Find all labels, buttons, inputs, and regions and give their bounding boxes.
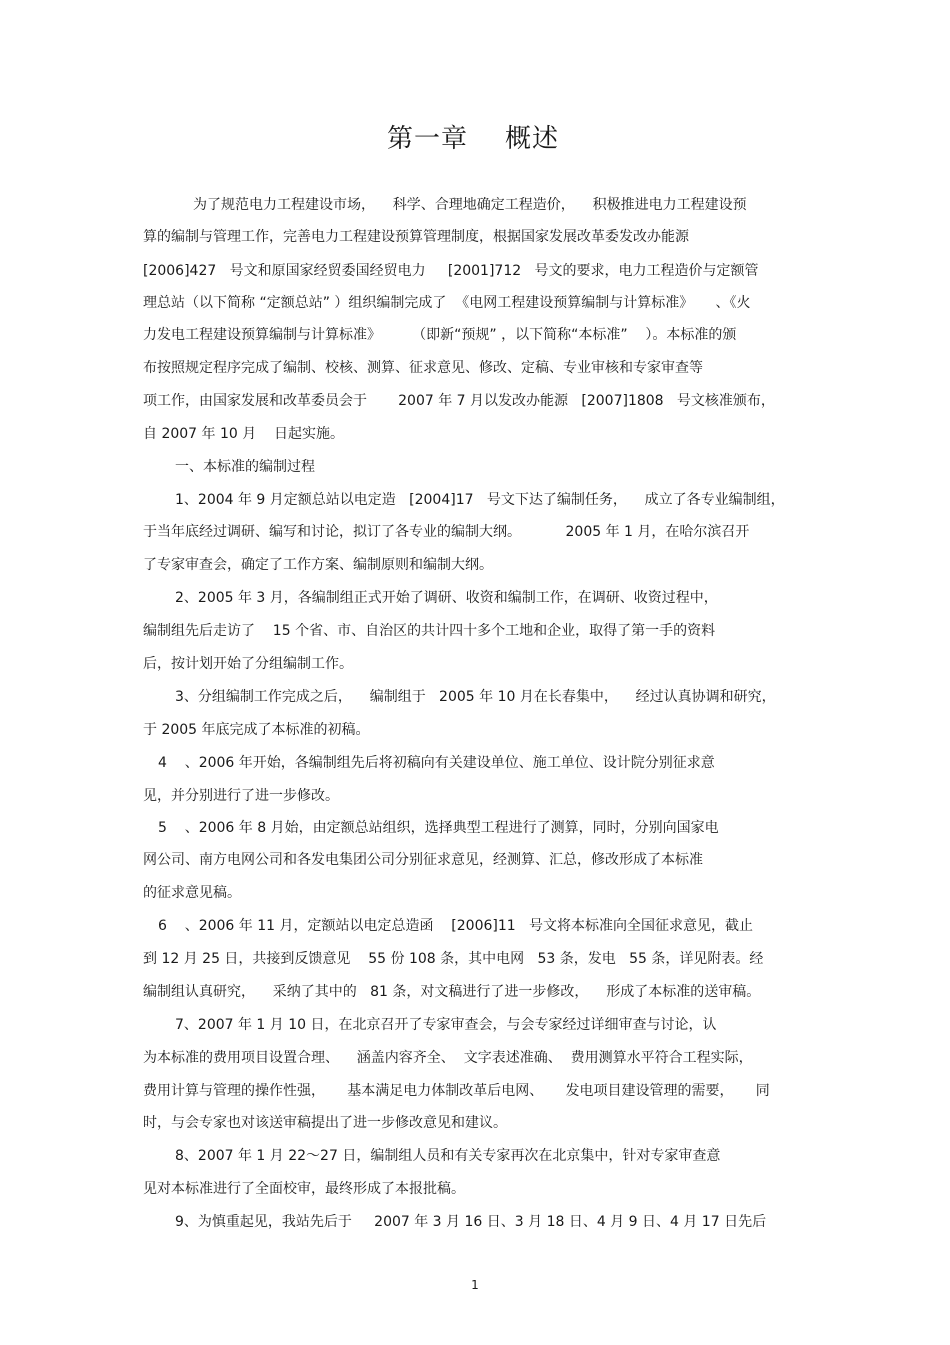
text-line: 的征求意见稿。 [143,885,241,901]
text-line: 费用计算与管理的操作性强， 基本满足电力体制改革后电网、 发电项目建设管理的需要， 同 [143,1083,770,1099]
text-line: 为了规范电力工程建设市场， 科学、合理地确定工程造价， 积极推进电力工程建设预 [193,197,747,213]
text-line: 到 12 月 25 日，共接到反馈意见 55 份 108 条，其中电网 53 条，发电 55 条，详见附表。经 [143,951,764,967]
text-line: 2、2005 年 3 月，各编制组正式开始了调研、收资和编制工作，在调研、收资过程中， [175,590,718,606]
text-line: 自 2007 年 10 月 日起实施。 [143,426,345,442]
text-line: 见对本标准进行了全面校审，最终形成了本报批稿。 [143,1181,465,1197]
text-line: 1、2004 年 9 月定额总站以电定造 [2004]17 号文下达了编制任务， 成立了各专业编制组， [175,492,785,508]
chapter-title: 第一章 概述 [386,124,560,154]
text-line: 编制组认真研究， 采纳了其中的 81 条，对文稿进行了进一步修改， 形成了本标准的送审稿。 [143,984,761,1000]
text-line: 见，并分别进行了进一步修改。 [143,788,339,804]
text-line: 于当年底经过调研、编写和讨论，拟订了各专业的编制大纲。 2005 年 1 月，在哈尔滨召开 [143,524,750,540]
text-line: 力发电工程建设预算编制与计算标准》 （即新“预规” ，以下简称“本标准” ）。本标准的颁 [143,327,737,343]
text-line: 项工作，由国家发展和改革委员会于 2007 年 7 月以发改办能源 [2007]1808 号文核准颁布， [143,393,775,409]
text-line: 算的编制与管理工作，完善电力工程建设预算管理制度，根据国家发展改革委发改办能源 [143,229,689,245]
text-line: 9、为慎重起见，我站先后于 2007 年 3 月 16 日、3 月 18 日、4 月 9 日、4 月 17 日先后 [175,1214,767,1230]
text-line: [2006]427 号文和原国家经贸委国经贸电力 [2001]712 号文的要求，电力工程造价与定额管 [143,263,759,279]
text-line: 编制组先后走访了 15 个省、市、自治区的共计四十多个工地和企业，取得了第一手的资料 [143,623,716,639]
text-line: 5 、2006 年 8 月始，由定额总站组织，选择典型工程进行了测算，同时，分别向国家电 [158,820,719,836]
text-line: 时，与会专家也对该送审稿提出了进一步修改意见和建议。 [143,1115,507,1131]
text-line: 一、本标准的编制过程 [175,459,315,475]
text-line: 网公司、南方电网公司和各发电集团公司分别征求意见，经测算、汇总，修改形成了本标准 [143,852,703,868]
text-line: 3、分组编制工作完成之后， 编制组于 2005 年 10 月在长春集中， 经过认真协调和研究， [175,689,776,705]
page-number: 1 [471,1278,479,1292]
text-line: 为本标准的费用项目设置合理、 涵盖内容齐全、 文字表述准确、 费用测算水平符合工程实际， [143,1050,753,1066]
text-line: 于 2005 年底完成了本标准的初稿。 [143,722,370,738]
text-line: 6 、2006 年 11 月，定额站以电定总造函 [2006]11 号文将本标准向全国征求意见，截止 [158,918,754,934]
text-line: 8、2007 年 1 月 22～27 日，编制组人员和有关专家再次在北京集中，针对专家审查意 [175,1148,721,1164]
text-line: 了专家审查会，确定了工作方案、编制原则和编制大纲。 [143,557,493,573]
text-line: 7、2007 年 1 月 10 日，在北京召开了专家审查会，与会专家经过详细审查与讨论，认 [175,1017,717,1033]
text-line: 理总站（以下简称 “定额总站” ）组织编制完成了 《电网工程建设预算编制与计算标准》 、《火 [143,295,751,311]
text-line: 后，按计划开始了分组编制工作。 [143,656,353,672]
text-line: 布按照规定程序完成了编制、校核、测算、征求意见、修改、定稿、专业审核和专家审查等 [143,360,703,376]
text-line: 4 、2006 年开始，各编制组先后将初稿向有关建设单位、施工单位、设计院分别征求意 [158,755,715,771]
